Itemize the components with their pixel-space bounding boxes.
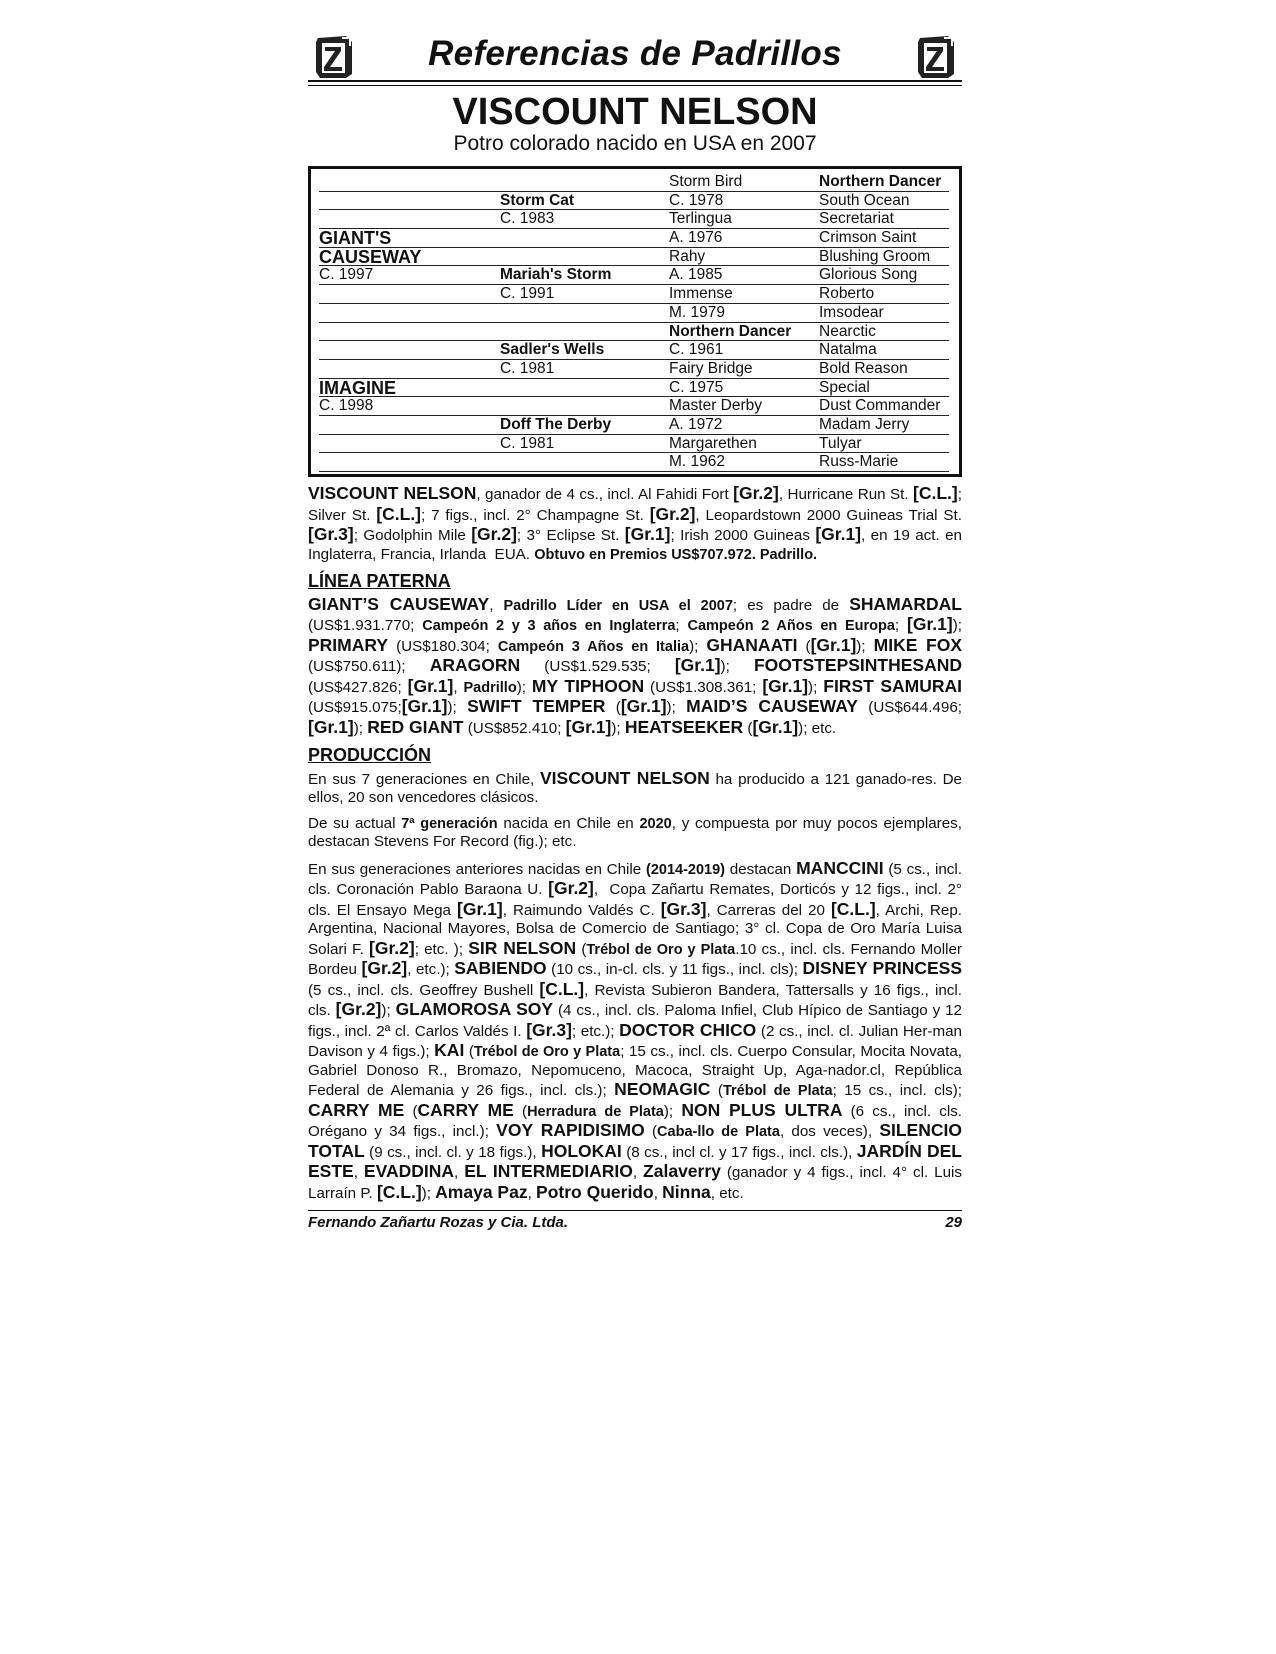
pedigree-row	[319, 285, 953, 304]
pedigree-cell	[319, 360, 500, 379]
pedigree-cell: Fairy Bridge	[669, 360, 819, 379]
pedigree-cell	[500, 397, 669, 416]
pedigree-cell	[500, 248, 669, 267]
pedigree-cell: C. 1978	[669, 192, 819, 211]
production-paragraph: En sus 7 generaciones en Chile, VISCOUNT NELSON ha producido a 121 ganado-res. De ellos, 20 son vencedores clásicos.	[308, 767, 963, 806]
pedigree-cell	[500, 453, 669, 472]
pedigree-cell	[319, 453, 500, 472]
header-title: Referencias de Padrillos	[428, 34, 842, 73]
pedigree-cell: Rahy	[669, 248, 819, 267]
pedigree-cell: South Ocean	[819, 192, 949, 211]
pedigree-table	[308, 166, 962, 477]
pedigree-cell: C. 1961	[669, 341, 819, 360]
pedigree-cell: Secretariat	[819, 210, 949, 229]
pedigree-row	[319, 210, 953, 229]
pedigree-row	[319, 397, 953, 416]
section-heading-linea-paterna: LÍNEA PATERNA	[308, 571, 451, 591]
pedigree-row	[319, 229, 953, 248]
pedigree-cell: Imsodear	[819, 304, 949, 323]
pedigree-row	[319, 435, 953, 454]
pedigree-cell: IMAGINE	[319, 379, 500, 398]
pedigree-cell: A. 1976	[669, 229, 819, 248]
footer-company: Fernando Zañartu Rozas y Cia. Ltda.	[308, 1214, 569, 1231]
pedigree-row	[319, 323, 953, 342]
pedigree-cell	[500, 229, 669, 248]
pedigree-row	[319, 266, 953, 285]
pedigree-cell: Madam Jerry	[819, 416, 949, 435]
page	[308, 30, 962, 1231]
pedigree-row	[319, 453, 953, 472]
pedigree-cell	[319, 323, 500, 342]
pedigree-cell: A. 1985	[669, 266, 819, 285]
pedigree-row	[319, 416, 953, 435]
pedigree-cell	[319, 210, 500, 229]
pedigree-cell	[500, 379, 669, 398]
pedigree-cell: Terlingua	[669, 210, 819, 229]
pedigree-cell	[319, 416, 500, 435]
current-generation-paragraph: De su actual 7ª generación nacida en Chile en 2020, y compuesta por muy pocos ejemplares, destacan Stevens For Record (fig.); etc.	[308, 814, 962, 850]
page-footer	[308, 1210, 962, 1231]
pedigree-cell: C. 1975	[669, 379, 819, 398]
pedigree-cell	[319, 173, 500, 192]
pedigree-cell: Mariah's Storm	[500, 266, 669, 285]
pedigree-cell: GIANT'S	[319, 229, 500, 248]
pedigree-cell: C. 1983	[500, 210, 669, 229]
pedigree-cell: A. 1972	[669, 416, 819, 435]
pedigree-cell: Sadler's Wells	[500, 341, 669, 360]
pedigree-cell: C. 1991	[500, 285, 669, 304]
pedigree-row	[319, 192, 953, 211]
pedigree-row	[319, 304, 953, 323]
pedigree-cell: Northern Dancer	[819, 173, 949, 192]
pedigree-cell	[319, 435, 500, 454]
career-paragraph: VISCOUNT NELSON, ganador de 4 cs., incl. Al Fahidi Fort [Gr.2], Hurricane Run St. [C.L.]; Silver St. [C.L.]; 7 figs., incl. 2° Champagne St. [Gr.2], Leopardstown 2000 Guineas Trial St. [Gr.3]; Godolphin Mile [Gr.2]; 3° Eclipse St. [Gr.1]; Irish 2000 Guineas [Gr.1], en 19 act. en Inglaterra, Francia, Irlanda EUA. Obtuvo en Premios US$707.972. Padrillo.	[308, 483, 962, 563]
page-number: 29	[945, 1214, 962, 1231]
pedigree-cell	[500, 304, 669, 323]
pedigree-cell: Dust Commander	[819, 397, 949, 416]
pedigree-row	[319, 173, 953, 192]
pedigree-cell: Natalma	[819, 341, 949, 360]
pedigree-cell: CAUSEWAY	[319, 248, 500, 267]
pedigree-cell: C. 1997	[319, 266, 500, 285]
page-header	[308, 30, 962, 82]
pedigree-cell: C. 1981	[500, 435, 669, 454]
previous-generations-paragraph: En sus generaciones anteriores nacidas en Chile (2014-2019) destacan MANCCINI (5 cs., incl. cls. Coronación Pablo Baraona U. [Gr.2], Copa Zañartu Remates, Dorticós y 12 figs., incl. 2° cls. El Ensayo Mega [Gr.1], Raimundo Valdés C. [Gr.3], Carreras del 20 [C.L.], Archi, Rep. Argentina, Nacional Mayores, Bolsa de Comercio de Santiago; 3° cl. Copa de Oro María Luisa Solari F. [Gr.2]; etc. ); SIR NELSON (Trébol de Oro y Plata.10 cs., incl. cls. Fernando Moller Bordeu [Gr.2], etc.); SABIENDO (10 cs., in-cl. cls. y 11 figs., incl. cls); DISNEY PRINCESS (5 cs., incl. cls. Geoffrey Bushell [C.L.], Revista Subieron Bandera, Tattersalls y 16 figs., incl. cls. [Gr.2]); GLAMOROSA SOY (4 cs., incl. cls. Paloma Infiel, Club Hípico de Santiago y 12 figs., incl. 2ª cl. Carlos Valdés I. [Gr.3]; etc.); DOCTOR CHICO (2 cs., incl. cl. Julian Her-man Davison y 4 figs.); KAI (Trébol de Oro y Plata; 15 cs., incl. cls. Cuerpo Consular, Mocita Novata, Gabriel Donoso R., Bromazo, Nepomuceno, Macoca, Straight Up, Aga-nador.cl, República Federal de Alemania y 26 figs., incl. cls.); NEOMAGIC (Trébol de Plata; 15 cs., incl. cls); CARRY ME (CARRY ME (Herradura de Plata); NON PLUS ULTRA (6 cs., incl. cls. Orégano y 34 figs., incl.); VOY RAPIDISIMO (Caba-llo de Plata, dos veces), SILENCIO TOTAL (9 cs., incl. cl. y 18 figs.), HOLOKAI (8 cs., incl cl. y 17 figs., incl. cls.), JARDÍN DEL ESTE, EVADDINA, EL INTERMEDIARIO, Zalaverry (ganador y 4 figs., incl. 4° cl. Luis Larraín P. [C.L.]); Amaya Paz, Potro Querido, Ninna, etc.	[308, 857, 963, 1202]
pedigree-cell: C. 1981	[500, 360, 669, 379]
pedigree-cell: Margarethen	[669, 435, 819, 454]
header-rule	[308, 85, 962, 86]
pedigree-cell: M. 1979	[669, 304, 819, 323]
pedigree-row	[319, 248, 953, 267]
pedigree-cell: C. 1998	[319, 397, 500, 416]
pedigree-cell: M. 1962	[669, 453, 819, 472]
pedigree-cell: Glorious Song	[819, 266, 949, 285]
pedigree-cell: Master Derby	[669, 397, 819, 416]
pedigree-row	[319, 379, 953, 398]
horse-subtitle: Potro colorado nacido en USA en 2007	[453, 132, 817, 155]
pedigree-cell	[319, 341, 500, 360]
pedigree-row	[319, 341, 953, 360]
pedigree-row	[319, 360, 953, 379]
pedigree-cell	[319, 285, 500, 304]
pedigree-cell: Northern Dancer	[669, 323, 819, 342]
pedigree-cell: Doff The Derby	[500, 416, 669, 435]
pedigree-cell	[500, 323, 669, 342]
section-heading-produccion: PRODUCCIÓN	[308, 745, 432, 765]
pedigree-cell: Storm Bird	[669, 173, 819, 192]
pedigree-cell: Roberto	[819, 285, 949, 304]
sire-line-paragraph: GIANT’S CAUSEWAY, Padrillo Líder en USA el 2007; es padre de SHAMARDAL (US$1.931.770; Campeón 2 y 3 años en Inglaterra; Campeón 2 Años en Europa; [Gr.1]); PRIMARY (US$180.304; Campeón 3 Años en Italia); GHANAATI ([Gr.1]); MIKE FOX (US$750.611); ARAGORN (US$1.529.535; [Gr.1]); FOOTSTEPSINTHESAND (US$427.826; [Gr.1], Padrillo); MY TIPHOON (US$1.308.361; [Gr.1]); FIRST SAMURAI (US$915.075;[Gr.1]); SWIFT TEMPER ([Gr.1]); MAID’S CAUSEWAY (US$644.496; [Gr.1]); RED GIANT (US$852.410; [Gr.1]); HEATSEEKER ([Gr.1]); etc.	[308, 593, 963, 737]
header-rule	[308, 80, 962, 82]
pedigree-cell	[500, 173, 669, 192]
pedigree-cell: Blushing Groom	[819, 248, 949, 267]
pedigree-cell: Special	[819, 379, 949, 398]
article-body	[308, 484, 962, 1203]
pedigree-cell: Russ-Marie	[819, 453, 949, 472]
pedigree-cell	[319, 192, 500, 211]
zanartu-z-logo	[914, 34, 958, 80]
pedigree-cell: Nearctic	[819, 323, 949, 342]
pedigree-cell: Bold Reason	[819, 360, 949, 379]
pedigree-cell	[319, 304, 500, 323]
horse-name: VISCOUNT NELSON	[452, 91, 818, 133]
pedigree-cell: Immense	[669, 285, 819, 304]
zanartu-z-logo	[312, 34, 356, 80]
pedigree-cell: Crimson Saint	[819, 229, 949, 248]
pedigree-cell: Tulyar	[819, 435, 949, 454]
pedigree-cell: Storm Cat	[500, 192, 669, 211]
